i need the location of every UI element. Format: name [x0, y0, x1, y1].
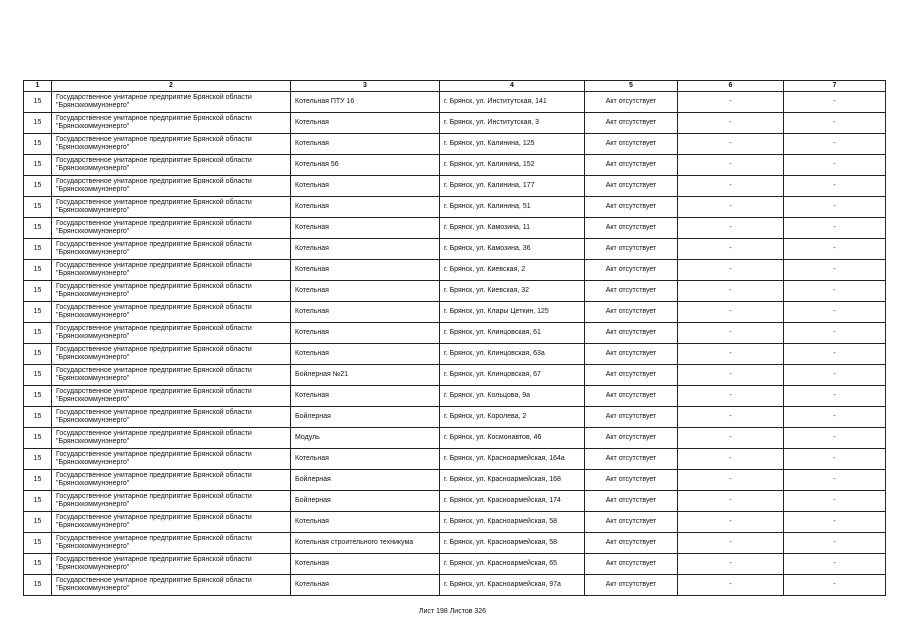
act-status-cell: Акт отсутствует: [585, 575, 678, 596]
column-7-cell: -: [784, 512, 886, 533]
organization-name-line2: "Брянсккоммунэнерго": [56, 564, 130, 571]
column-6-cell: -: [678, 428, 784, 449]
row-number-cell: 15: [24, 512, 52, 533]
column-6-cell: -: [678, 449, 784, 470]
column-7-cell: -: [784, 218, 886, 239]
column-7-cell: -: [784, 407, 886, 428]
organization-name-line2: "Брянсккоммунэнерго": [56, 291, 130, 298]
organization-name-line1: Государственное унитарное предприятие Брянской области: [56, 367, 252, 374]
address-cell: г. Брянск, ул. Калинина, 51: [440, 197, 585, 218]
row-number-cell: 15: [24, 407, 52, 428]
organization-name-line1: Государственное унитарное предприятие Брянской области: [56, 157, 252, 164]
act-status-cell: Акт отсутствует: [585, 134, 678, 155]
row-number-cell: 15: [24, 260, 52, 281]
organization-name-line1: Государственное унитарное предприятие Брянской области: [56, 283, 252, 290]
row-number-cell: 15: [24, 365, 52, 386]
row-number-cell: 15: [24, 176, 52, 197]
organization-name-line2: "Брянсккоммунэнерго": [56, 480, 130, 487]
table-row: [24, 554, 886, 575]
address-cell: г. Брянск, ул. Красноармейская, 58: [440, 533, 585, 554]
row-number-cell: 15: [24, 113, 52, 134]
table-header-row: [24, 81, 886, 92]
object-cell: Котельная: [291, 449, 440, 470]
organization-cell: [52, 428, 291, 449]
address-cell: г. Брянск, ул. Королева, 2: [440, 407, 585, 428]
act-status-cell: Акт отсутствует: [585, 491, 678, 512]
header-cell-4: 4: [440, 81, 585, 92]
column-7-cell: -: [784, 92, 886, 113]
organization-name-line1: Государственное унитарное предприятие Брянской области: [56, 178, 252, 185]
act-status-cell: Акт отсутствует: [585, 554, 678, 575]
table-row: [24, 575, 886, 596]
act-status-cell: Акт отсутствует: [585, 302, 678, 323]
table-row: [24, 533, 886, 554]
act-status-cell: Акт отсутствует: [585, 386, 678, 407]
organization-name-line1: Государственное унитарное предприятие Брянской области: [56, 388, 252, 395]
row-number-cell: 15: [24, 92, 52, 113]
column-6-cell: -: [678, 386, 784, 407]
address-cell: г. Брянск, ул. Красноармейская, 65: [440, 554, 585, 575]
row-number-cell: 15: [24, 575, 52, 596]
column-6-cell: -: [678, 344, 784, 365]
row-number-cell: 15: [24, 281, 52, 302]
page-footer: Лист 198 Листов 326: [418, 608, 487, 615]
organization-name-line2: "Брянсккоммунэнерго": [56, 585, 130, 592]
column-6-cell: -: [678, 533, 784, 554]
address-cell: г. Брянск, ул. Космонавтов, 46: [440, 428, 585, 449]
organization-cell: [52, 575, 291, 596]
organization-cell: [52, 449, 291, 470]
column-7-cell: -: [784, 176, 886, 197]
object-cell: Бойлерная №21: [291, 365, 440, 386]
column-7-cell: -: [784, 428, 886, 449]
table-row: [24, 449, 886, 470]
column-6-cell: -: [678, 575, 784, 596]
act-status-cell: Акт отсутствует: [585, 176, 678, 197]
table-row: [24, 155, 886, 176]
address-cell: г. Брянск, ул. Красноармейская, 168: [440, 470, 585, 491]
object-cell: Котельная: [291, 323, 440, 344]
header-cell-1: 1: [24, 81, 52, 92]
organization-cell: [52, 92, 291, 113]
object-cell: Котельная: [291, 197, 440, 218]
address-cell: г. Брянск, ул. Калинина, 125: [440, 134, 585, 155]
act-status-cell: Акт отсутствует: [585, 323, 678, 344]
organization-name-line1: Государственное унитарное предприятие Брянской области: [56, 472, 252, 479]
table-row: [24, 176, 886, 197]
column-7-cell: -: [784, 197, 886, 218]
column-6-cell: -: [678, 323, 784, 344]
column-7-cell: -: [784, 113, 886, 134]
organization-cell: [52, 113, 291, 134]
act-status-cell: Акт отсутствует: [585, 197, 678, 218]
organization-name-line2: "Брянсккоммунэнерго": [56, 396, 130, 403]
row-number-cell: 15: [24, 449, 52, 470]
object-cell: Котельная строительного техникума: [291, 533, 440, 554]
organization-cell: [52, 302, 291, 323]
column-7-cell: -: [784, 302, 886, 323]
address-cell: г. Брянск, ул. Красноармейская, 97а: [440, 575, 585, 596]
object-cell: Котельная: [291, 176, 440, 197]
organization-name-line1: Государственное унитарное предприятие Брянской области: [56, 304, 252, 311]
column-6-cell: -: [678, 470, 784, 491]
object-cell: Котельная: [291, 260, 440, 281]
address-cell: г. Брянск, ул. Калинина, 152: [440, 155, 585, 176]
object-cell: Котельная: [291, 575, 440, 596]
table-row: [24, 365, 886, 386]
organization-name-line2: "Брянсккоммунэнерго": [56, 375, 130, 382]
table-row: [24, 323, 886, 344]
object-cell: Котельная: [291, 113, 440, 134]
address-cell: г. Брянск, ул. Клинцовская, 63а: [440, 344, 585, 365]
table-row: [24, 281, 886, 302]
organization-cell: [52, 491, 291, 512]
column-6-cell: -: [678, 407, 784, 428]
object-cell: Котельная 56: [291, 155, 440, 176]
table-row: [24, 113, 886, 134]
column-6-cell: -: [678, 218, 784, 239]
organization-name-line2: "Брянсккоммунэнерго": [56, 186, 130, 193]
column-6-cell: -: [678, 239, 784, 260]
address-cell: г. Брянск, ул. Киевская, 32: [440, 281, 585, 302]
header-cell-5: 5: [585, 81, 678, 92]
document-table: [23, 80, 886, 596]
column-7-cell: -: [784, 239, 886, 260]
organization-name-line1: Государственное унитарное предприятие Брянской области: [56, 262, 252, 269]
column-6-cell: -: [678, 491, 784, 512]
object-cell: Котельная: [291, 554, 440, 575]
organization-name-line1: Государственное унитарное предприятие Брянской области: [56, 199, 252, 206]
address-cell: г. Брянск, ул. Киевская, 2: [440, 260, 585, 281]
organization-name-line1: Государственное унитарное предприятие Брянской области: [56, 346, 252, 353]
address-cell: г. Брянск, ул. Кольцова, 9а: [440, 386, 585, 407]
column-7-cell: -: [784, 554, 886, 575]
act-status-cell: Акт отсутствует: [585, 281, 678, 302]
column-7-cell: -: [784, 134, 886, 155]
row-number-cell: 15: [24, 533, 52, 554]
table-row: [24, 470, 886, 491]
object-cell: Котельная: [291, 386, 440, 407]
act-status-cell: Акт отсутствует: [585, 344, 678, 365]
row-number-cell: 15: [24, 323, 52, 344]
object-cell: Бойлерная: [291, 407, 440, 428]
organization-name-line1: Государственное унитарное предприятие Брянской области: [56, 556, 252, 563]
row-number-cell: 15: [24, 470, 52, 491]
organization-name-line2: "Брянсккоммунэнерго": [56, 501, 130, 508]
row-number-cell: 15: [24, 218, 52, 239]
organization-name-line2: "Брянсккоммунэнерго": [56, 459, 130, 466]
column-6-cell: -: [678, 554, 784, 575]
organization-cell: [52, 533, 291, 554]
table-row: [24, 407, 886, 428]
organization-name-line1: Государственное унитарное предприятие Брянской области: [56, 451, 252, 458]
header-cell-7: 7: [784, 81, 886, 92]
organization-name-line1: Государственное унитарное предприятие Брянской области: [56, 514, 252, 521]
organization-name-line1: Государственное унитарное предприятие Брянской области: [56, 115, 252, 122]
act-status-cell: Акт отсутствует: [585, 407, 678, 428]
object-cell: Котельная: [291, 218, 440, 239]
column-6-cell: -: [678, 281, 784, 302]
table-row: [24, 512, 886, 533]
organization-cell: [52, 197, 291, 218]
organization-name-line1: Государственное унитарное предприятие Брянской области: [56, 136, 252, 143]
column-7-cell: -: [784, 575, 886, 596]
column-7-cell: -: [784, 155, 886, 176]
organization-name-line2: "Брянсккоммунэнерго": [56, 123, 130, 130]
organization-name-line1: Государственное унитарное предприятие Брянской области: [56, 577, 252, 584]
column-6-cell: -: [678, 365, 784, 386]
organization-name-line1: Государственное унитарное предприятие Брянской области: [56, 241, 252, 248]
table-row: [24, 344, 886, 365]
row-number-cell: 15: [24, 554, 52, 575]
address-cell: г. Брянск, ул. Камозина, 36: [440, 239, 585, 260]
column-7-cell: -: [784, 344, 886, 365]
table-row: [24, 239, 886, 260]
address-cell: г. Брянск, ул. Калинина, 177: [440, 176, 585, 197]
row-number-cell: 15: [24, 386, 52, 407]
table-row: [24, 302, 886, 323]
row-number-cell: 15: [24, 134, 52, 155]
act-status-cell: Акт отсутствует: [585, 428, 678, 449]
column-6-cell: -: [678, 197, 784, 218]
object-cell: Котельная: [291, 281, 440, 302]
column-6-cell: -: [678, 113, 784, 134]
header-cell-6: 6: [678, 81, 784, 92]
object-cell: Модуль: [291, 428, 440, 449]
object-cell: Бойлерная: [291, 470, 440, 491]
act-status-cell: Акт отсутствует: [585, 533, 678, 554]
address-cell: г. Брянск, ул. Красноармейская, 174: [440, 491, 585, 512]
act-status-cell: Акт отсутствует: [585, 260, 678, 281]
table-row: [24, 197, 886, 218]
table-row: [24, 218, 886, 239]
address-cell: г. Брянск, ул. Красноармейская, 58: [440, 512, 585, 533]
column-6-cell: -: [678, 512, 784, 533]
organization-name-line1: Государственное унитарное предприятие Брянской области: [56, 409, 252, 416]
address-cell: г. Брянск, ул. Клинцовская, 61: [440, 323, 585, 344]
organization-name-line2: "Брянсккоммунэнерго": [56, 102, 130, 109]
organization-cell: [52, 554, 291, 575]
column-7-cell: -: [784, 533, 886, 554]
organization-name-line2: "Брянсккоммунэнерго": [56, 354, 130, 361]
organization-name-line1: Государственное унитарное предприятие Брянской области: [56, 220, 252, 227]
header-cell-2: 2: [52, 81, 291, 92]
organization-name-line2: "Брянсккоммунэнерго": [56, 333, 130, 340]
object-cell: Котельная: [291, 134, 440, 155]
address-cell: г. Брянск, ул. Клары Цеткин, 125: [440, 302, 585, 323]
table-row: [24, 386, 886, 407]
organization-cell: [52, 365, 291, 386]
address-cell: г. Брянск, ул. Красноармейская, 164а: [440, 449, 585, 470]
object-cell: Бойлерная: [291, 491, 440, 512]
table-row: [24, 428, 886, 449]
act-status-cell: Акт отсутствует: [585, 92, 678, 113]
object-cell: Котельная: [291, 302, 440, 323]
organization-name-line2: "Брянсккоммунэнерго": [56, 438, 130, 445]
act-status-cell: Акт отсутствует: [585, 239, 678, 260]
organization-cell: [52, 344, 291, 365]
act-status-cell: Акт отсутствует: [585, 365, 678, 386]
address-cell: г. Брянск, ул. Институтская, 3: [440, 113, 585, 134]
act-status-cell: Акт отсутствует: [585, 113, 678, 134]
organization-name-line1: Государственное унитарное предприятие Брянской области: [56, 430, 252, 437]
organization-name-line2: "Брянсккоммунэнерго": [56, 417, 130, 424]
object-cell: Котельная: [291, 512, 440, 533]
organization-name-line1: Государственное унитарное предприятие Брянской области: [56, 493, 252, 500]
act-status-cell: Акт отсутствует: [585, 218, 678, 239]
column-6-cell: -: [678, 92, 784, 113]
column-7-cell: -: [784, 386, 886, 407]
table-row: [24, 260, 886, 281]
organization-name-line2: "Брянсккоммунэнерго": [56, 207, 130, 214]
column-7-cell: -: [784, 491, 886, 512]
table-row: [24, 134, 886, 155]
organization-name-line2: "Брянсккоммунэнерго": [56, 165, 130, 172]
organization-cell: [52, 281, 291, 302]
column-6-cell: -: [678, 176, 784, 197]
column-7-cell: -: [784, 365, 886, 386]
organization-cell: [52, 323, 291, 344]
act-status-cell: Акт отсутствует: [585, 470, 678, 491]
column-7-cell: -: [784, 449, 886, 470]
organization-cell: [52, 407, 291, 428]
object-cell: Котельная: [291, 344, 440, 365]
row-number-cell: 15: [24, 197, 52, 218]
organization-cell: [52, 155, 291, 176]
row-number-cell: 15: [24, 155, 52, 176]
object-cell: Котельная: [291, 239, 440, 260]
organization-name-line2: "Брянсккоммунэнерго": [56, 522, 130, 529]
organization-cell: [52, 512, 291, 533]
column-7-cell: -: [784, 323, 886, 344]
organization-cell: [52, 470, 291, 491]
row-number-cell: 15: [24, 428, 52, 449]
table-row: [24, 491, 886, 512]
organization-name-line1: Государственное унитарное предприятие Брянской области: [56, 325, 252, 332]
organization-cell: [52, 176, 291, 197]
organization-name-line1: Государственное унитарное предприятие Брянской области: [56, 94, 252, 101]
address-cell: г. Брянск, ул. Камозина, 11: [440, 218, 585, 239]
act-status-cell: Акт отсутствует: [585, 449, 678, 470]
column-6-cell: -: [678, 155, 784, 176]
address-cell: г. Брянск, ул. Клинцовская, 67: [440, 365, 585, 386]
organization-cell: [52, 260, 291, 281]
organization-name-line2: "Брянсккоммунэнерго": [56, 543, 130, 550]
act-status-cell: Акт отсутствует: [585, 512, 678, 533]
organization-name-line2: "Брянсккоммунэнерго": [56, 228, 130, 235]
row-number-cell: 15: [24, 344, 52, 365]
column-7-cell: -: [784, 260, 886, 281]
column-7-cell: -: [784, 281, 886, 302]
column-6-cell: -: [678, 302, 784, 323]
organization-name-line1: Государственное унитарное предприятие Брянской области: [56, 535, 252, 542]
table-body: [24, 81, 886, 596]
row-number-cell: 15: [24, 239, 52, 260]
column-6-cell: -: [678, 260, 784, 281]
object-cell: Котельная ПТУ 16: [291, 92, 440, 113]
organization-cell: [52, 134, 291, 155]
row-number-cell: 15: [24, 491, 52, 512]
organization-name-line2: "Брянсккоммунэнерго": [56, 144, 130, 151]
column-6-cell: -: [678, 134, 784, 155]
act-status-cell: Акт отсутствует: [585, 155, 678, 176]
organization-name-line2: "Брянсккоммунэнерго": [56, 270, 130, 277]
column-7-cell: -: [784, 470, 886, 491]
organization-name-line2: "Брянсккоммунэнерго": [56, 249, 130, 256]
organization-cell: [52, 218, 291, 239]
header-cell-3: 3: [291, 81, 440, 92]
organization-cell: [52, 239, 291, 260]
organization-cell: [52, 386, 291, 407]
table-row: [24, 92, 886, 113]
row-number-cell: 15: [24, 302, 52, 323]
organization-name-line2: "Брянсккоммунэнерго": [56, 312, 130, 319]
address-cell: г. Брянск, ул. Институтская, 141: [440, 92, 585, 113]
